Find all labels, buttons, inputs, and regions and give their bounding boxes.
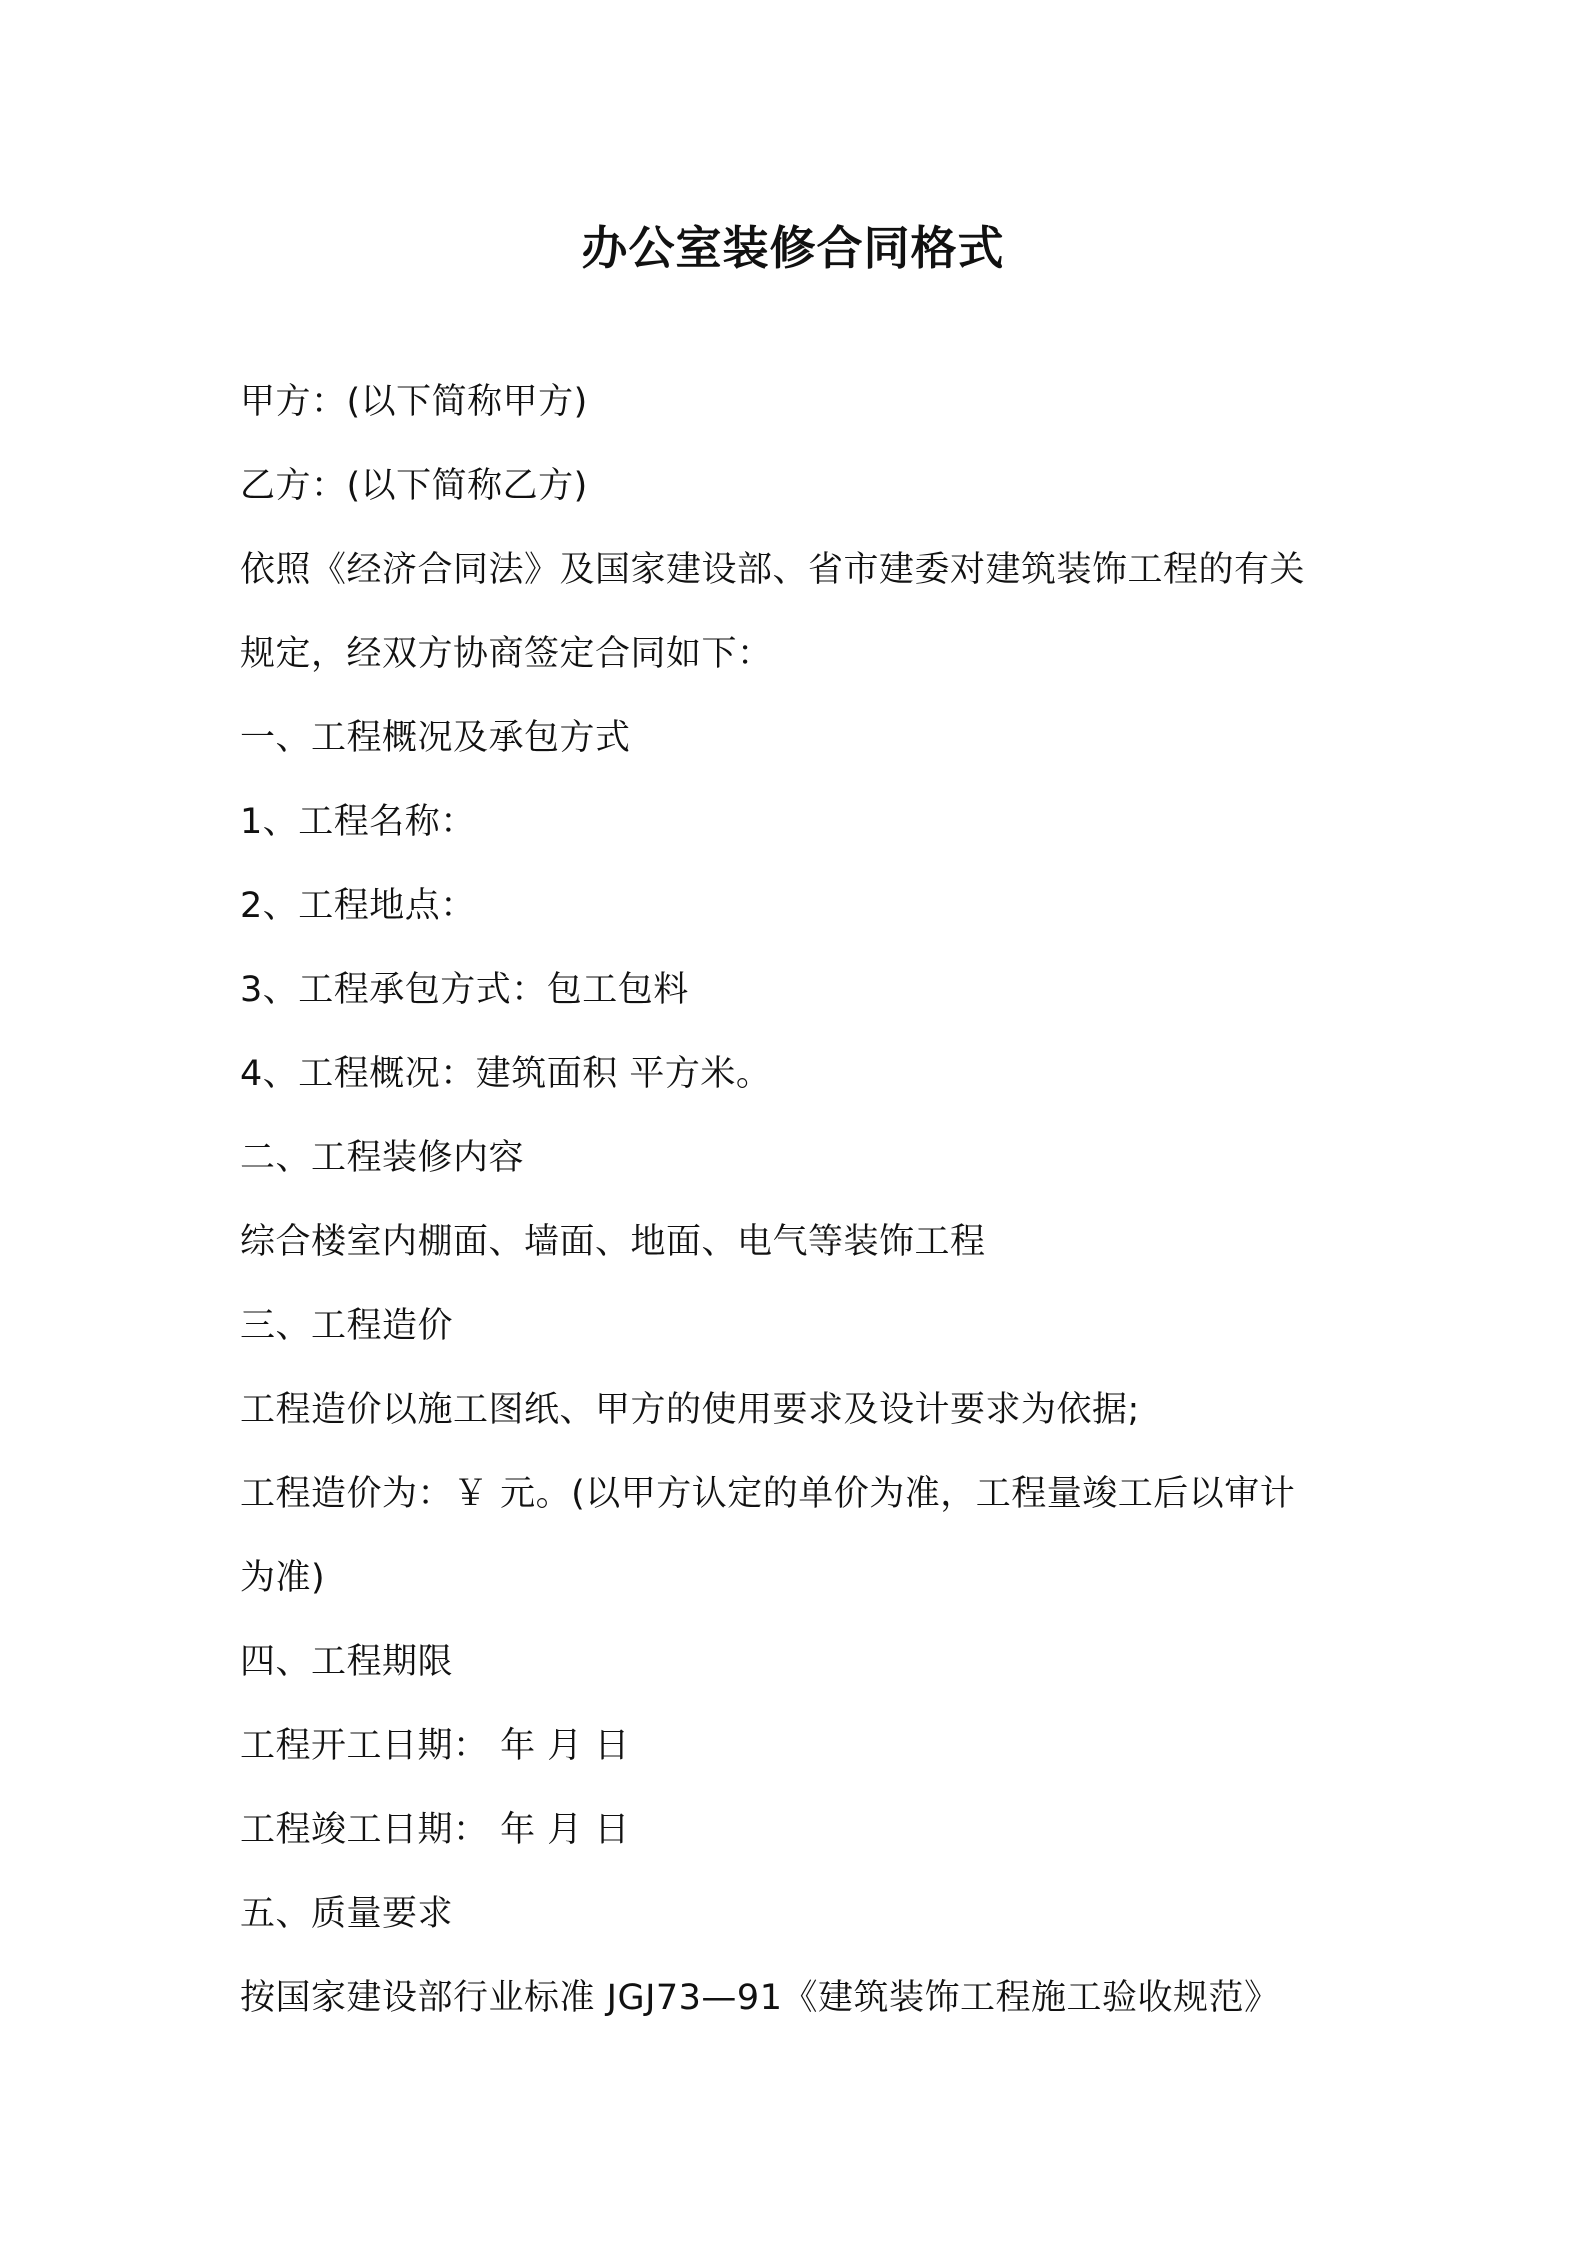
section-heading-4: 四、工程期限: [240, 1642, 454, 1682]
preamble-line-1: 依照《经济合同法》及国家建设部、省市建委对建筑装饰工程的有关: [240, 550, 1306, 590]
section-heading-3: 三、工程造价: [240, 1306, 454, 1346]
decoration-content-line: 综合楼室内棚面、墙面、地面、电气等装饰工程: [240, 1222, 986, 1262]
document-body: [240, 360, 1360, 2040]
preamble-line-2: 规定，经双方协商签定合同如下：: [240, 634, 773, 674]
project-name-line: 1、工程名称：: [240, 802, 476, 842]
completion-date-line: 工程竣工日期： 年 月 日: [240, 1810, 630, 1850]
section-heading-1: 一、工程概况及承包方式: [240, 718, 631, 758]
project-overview-line: 4、工程概况：建筑面积 平方米。: [240, 1054, 772, 1094]
cost-basis-line: 工程造价以施工图纸、甲方的使用要求及设计要求为依据;: [240, 1390, 1140, 1430]
section-heading-2: 二、工程装修内容: [240, 1138, 525, 1178]
contract-method-line: 3、工程承包方式：包工包料: [240, 970, 689, 1010]
cost-amount-line-1: 工程造价为：￥ 元。(以甲方认定的单价为准，工程量竣工后以审计: [240, 1474, 1296, 1514]
document-title: 办公室装修合同格式: [581, 221, 1005, 275]
party-b-line: 乙方：(以下简称乙方): [240, 466, 588, 506]
start-date-line: 工程开工日期： 年 月 日: [240, 1726, 630, 1766]
cost-amount-line-2: 为准): [240, 1558, 326, 1598]
project-location-line: 2、工程地点：: [240, 886, 476, 926]
section-heading-5: 五、质量要求: [240, 1894, 454, 1934]
quality-standard-line: 按国家建设部行业标准 JGJ73—91《建筑装饰工程施工验收规范》: [240, 1978, 1280, 2018]
party-a-line: 甲方：(以下简称甲方): [240, 382, 588, 422]
